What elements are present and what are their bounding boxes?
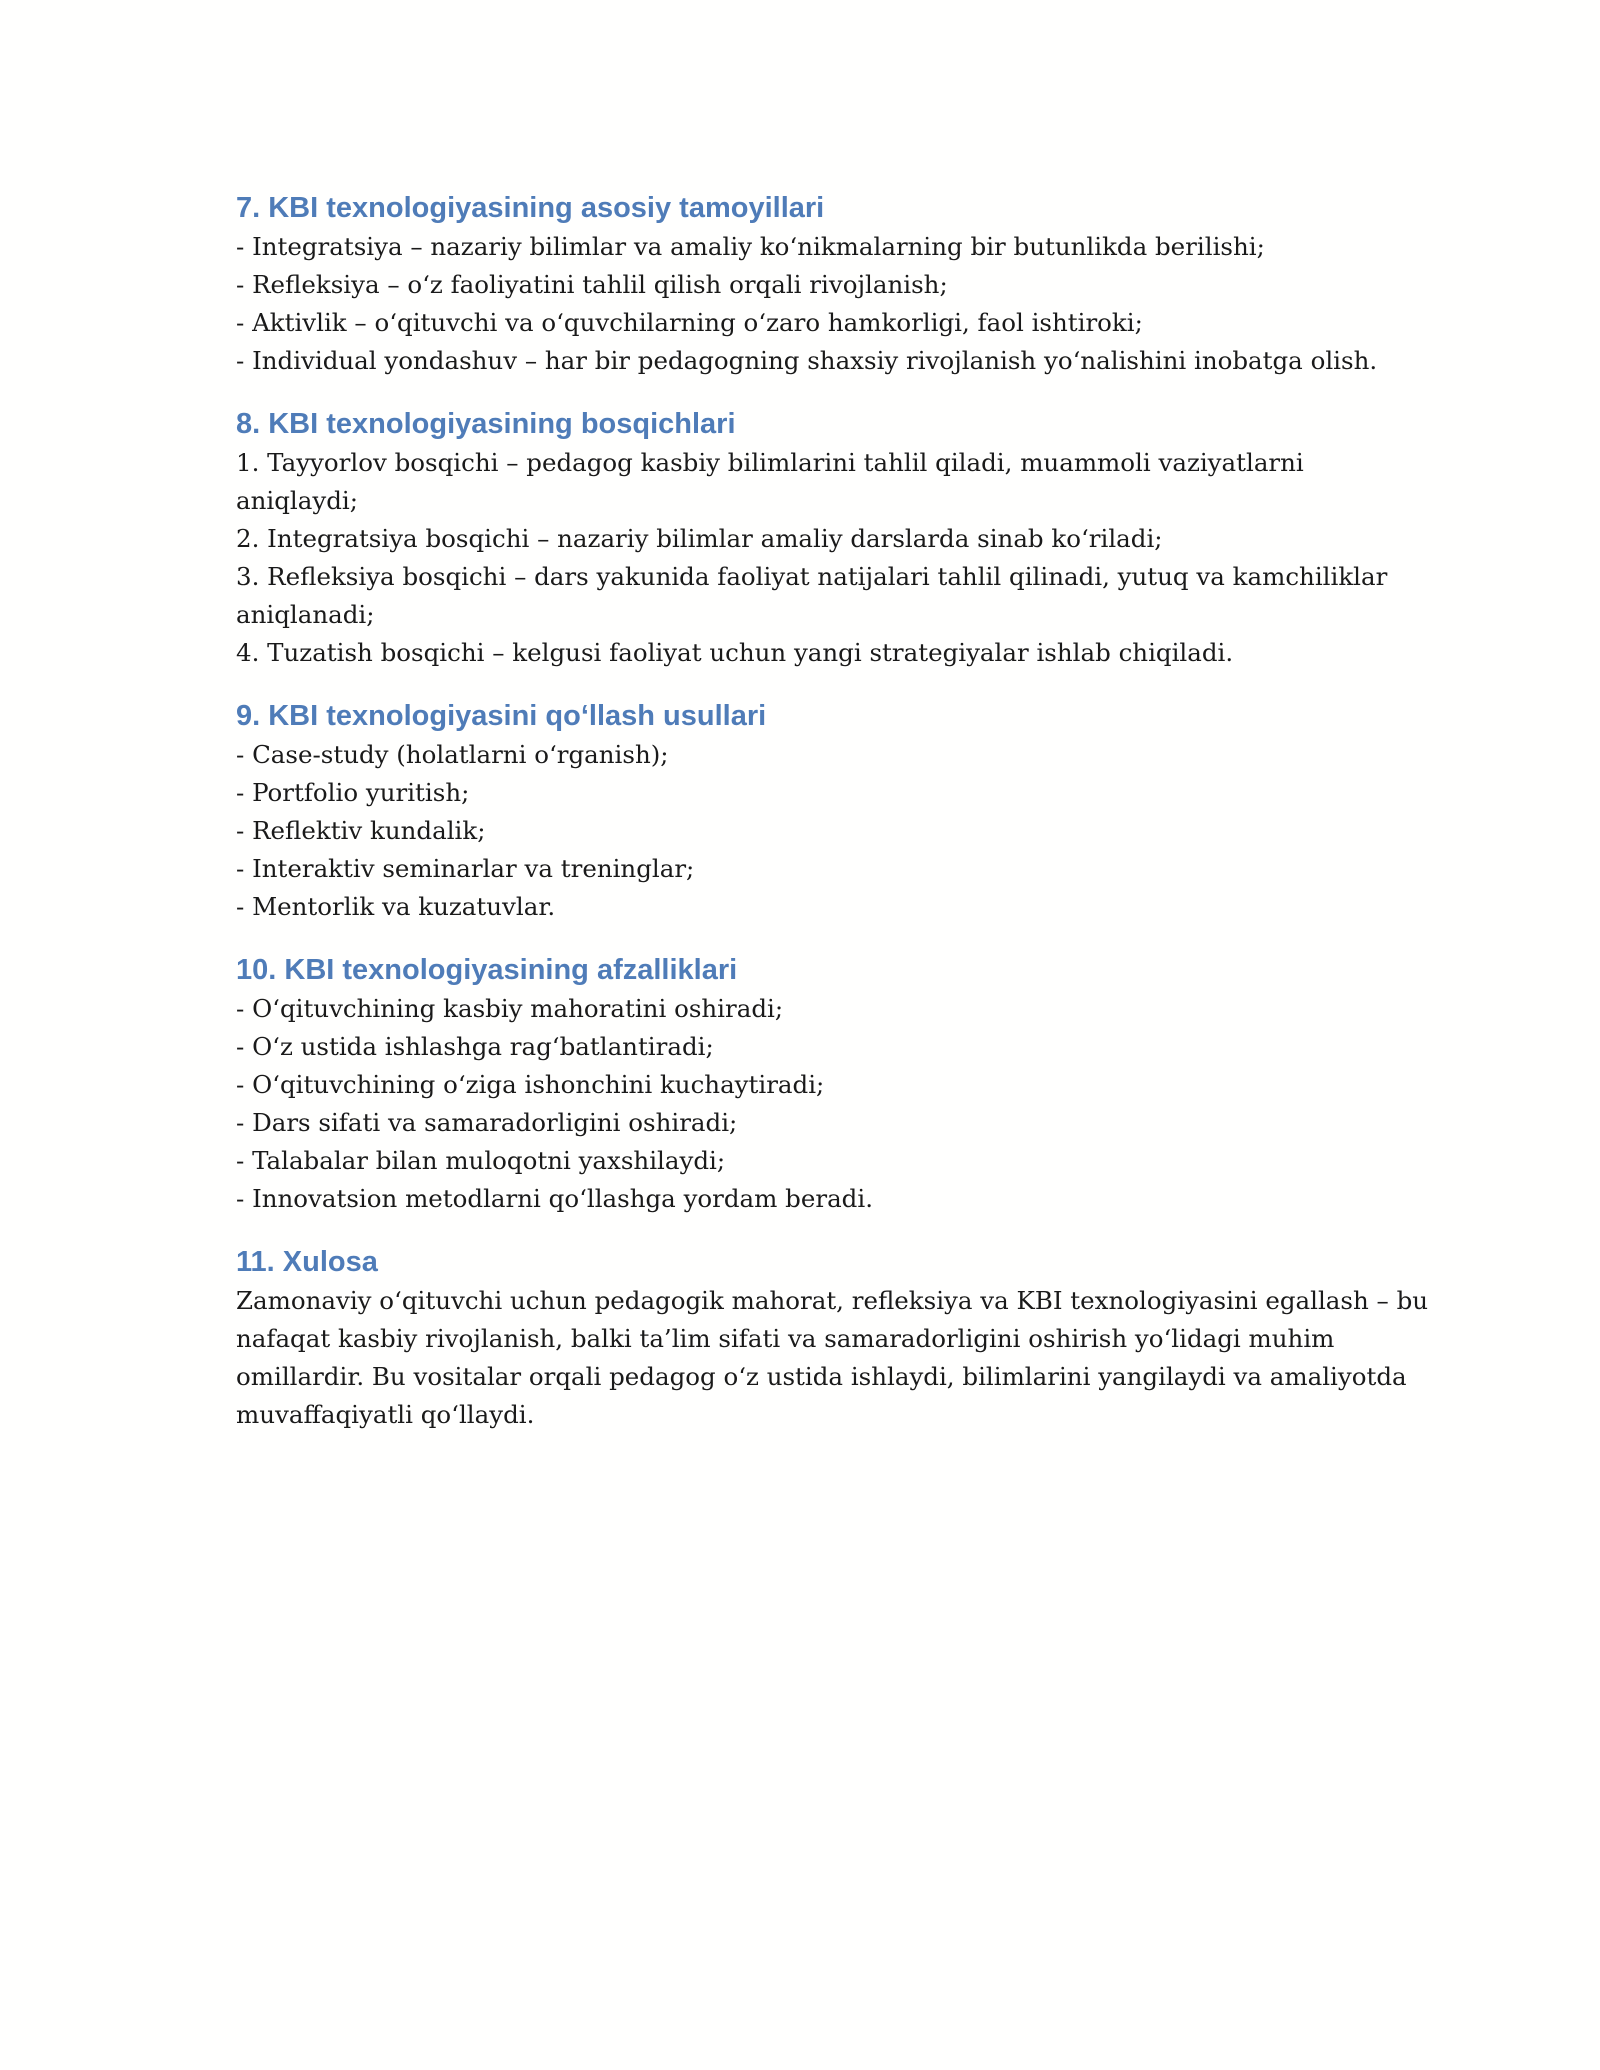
list-item: - Dars sifati va samaradorligini oshiradi; xyxy=(236,1108,738,1137)
section-heading: 8. KBI texnologiyasining bosqichlari xyxy=(236,408,736,440)
section-heading: 11. Xulosa xyxy=(236,1246,378,1278)
list-item: - O‘qituvchining kasbiy mahoratini oshiradi; xyxy=(236,994,784,1023)
paragraph-line: Zamonaviy o‘qituvchi uchun pedagogik mahorat, refleksiya va KBI texnologiyasini egallash – bu xyxy=(236,1286,1429,1315)
list-item: 4. Tuzatish bosqichi – kelgusi faoliyat uchun yangi strategiyalar ishlab chiqiladi. xyxy=(236,638,1234,667)
section-stages xyxy=(236,404,1388,672)
paragraph-line: muvaffaqiyatli qo‘llaydi. xyxy=(236,1400,535,1429)
list-item: - O‘z ustida ishlashga rag‘batlantiradi; xyxy=(236,1032,714,1061)
section-heading: 7. KBI texnologiyasining asosiy tamoyillari xyxy=(236,192,825,224)
list-item: 1. Tayyorlov bosqichi – pedagog kasbiy bilimlarini tahlil qiladi, muammoli vaziyatlarni xyxy=(236,448,1304,477)
list-item: - Integratsiya – nazariy bilimlar va amaliy ko‘nikmalarning bir butunlikda berilishi; xyxy=(236,232,1265,261)
document-body xyxy=(236,188,1429,1458)
list-item: - Individual yondashuv – har bir pedagogning shaxsiy rivojlanish yo‘nalishini inobatga olish. xyxy=(236,346,1378,375)
list-item-continuation: aniqlaydi; xyxy=(236,486,358,515)
section-principles xyxy=(236,188,1376,380)
list-item: - Interaktiv seminarlar va treninglar; xyxy=(236,854,695,883)
paragraph-line: nafaqat kasbiy rivojlanish, balki ta’lim sifati va samaradorligini oshirish yo‘lidagi muhim xyxy=(236,1324,1335,1353)
paragraph-line: omillardir. Bu vositalar orqali pedagog o‘z ustida ishlaydi, bilimlarini yangilaydi va amaliyotda xyxy=(236,1362,1407,1391)
list-item: - Mentorlik va kuzatuvlar. xyxy=(236,892,556,921)
list-item: - Refleksiya – o‘z faoliyatini tahlil qilish orqali rivojlanish; xyxy=(236,270,948,299)
section-methods xyxy=(236,696,1376,926)
section-heading: 10. KBI texnologiyasining afzalliklari xyxy=(236,954,738,986)
list-item: 3. Refleksiya bosqichi – dars yakunida faoliyat natijalari tahlil qilinadi, yutuq va kamchiliklar xyxy=(236,562,1388,591)
list-item: 2. Integratsiya bosqichi – nazariy bilimlar amaliy darslarda sinab ko‘riladi; xyxy=(236,524,1163,553)
list-item: - Talabalar bilan muloqotni yaxshilaydi; xyxy=(236,1146,726,1175)
list-item: - Case-study (holatlarni o‘rganish); xyxy=(236,740,669,769)
list-item: - Reflektiv kundalik; xyxy=(236,816,486,845)
section-heading: 9. KBI texnologiyasini qo‘llash usullari xyxy=(236,700,767,732)
list-item-continuation: aniqlanadi; xyxy=(236,600,375,629)
list-item: - Aktivlik – o‘qituvchi va o‘quvchilarning o‘zaro hamkorligi, faol ishtiroki; xyxy=(236,308,1143,337)
list-item: - Innovatsion metodlarni qo‘llashga yordam beradi. xyxy=(236,1184,873,1213)
section-conclusion xyxy=(236,1242,1429,1434)
list-item: - Portfolio yuritish; xyxy=(236,778,470,807)
section-advantages xyxy=(236,950,1376,1218)
list-item: - O‘qituvchining o‘ziga ishonchini kuchaytiradi; xyxy=(236,1070,825,1099)
